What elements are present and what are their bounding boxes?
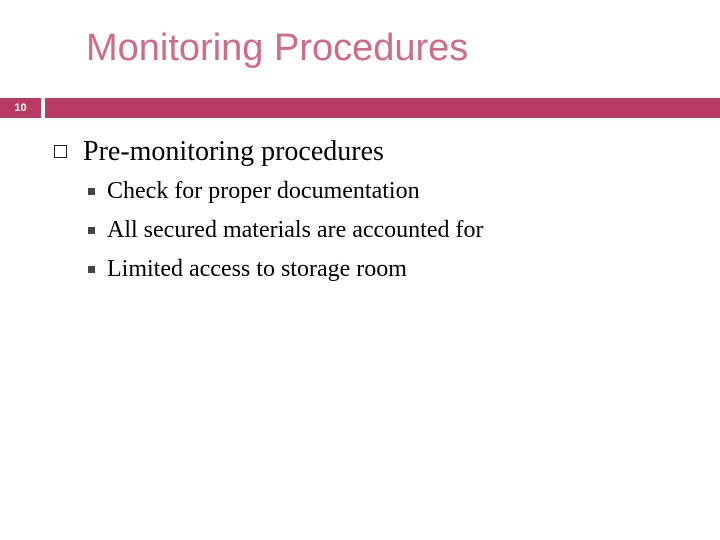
title-divider-bar	[45, 98, 720, 118]
filled-square-bullet-icon	[88, 188, 95, 195]
list-item	[50, 250, 710, 289]
sub-bullet-list	[50, 172, 710, 289]
filled-square-bullet-icon	[88, 227, 95, 234]
bullet-heading	[50, 132, 710, 172]
hollow-square-bullet-icon	[54, 145, 67, 158]
list-item	[50, 211, 710, 250]
list-item-text: All secured materials are accounted for	[107, 217, 484, 243]
list-item	[50, 172, 710, 211]
list-item-text: Check for proper documentation	[107, 178, 420, 204]
list-item-text: Limited access to storage room	[107, 256, 407, 282]
slide-number-badge	[0, 98, 41, 118]
slide-title: Monitoring Procedures	[86, 27, 469, 69]
slide-content	[50, 132, 710, 289]
filled-square-bullet-icon	[88, 266, 95, 273]
slide-number: 10	[14, 102, 27, 114]
bullet-heading-text: Pre-monitoring procedures	[83, 136, 384, 167]
